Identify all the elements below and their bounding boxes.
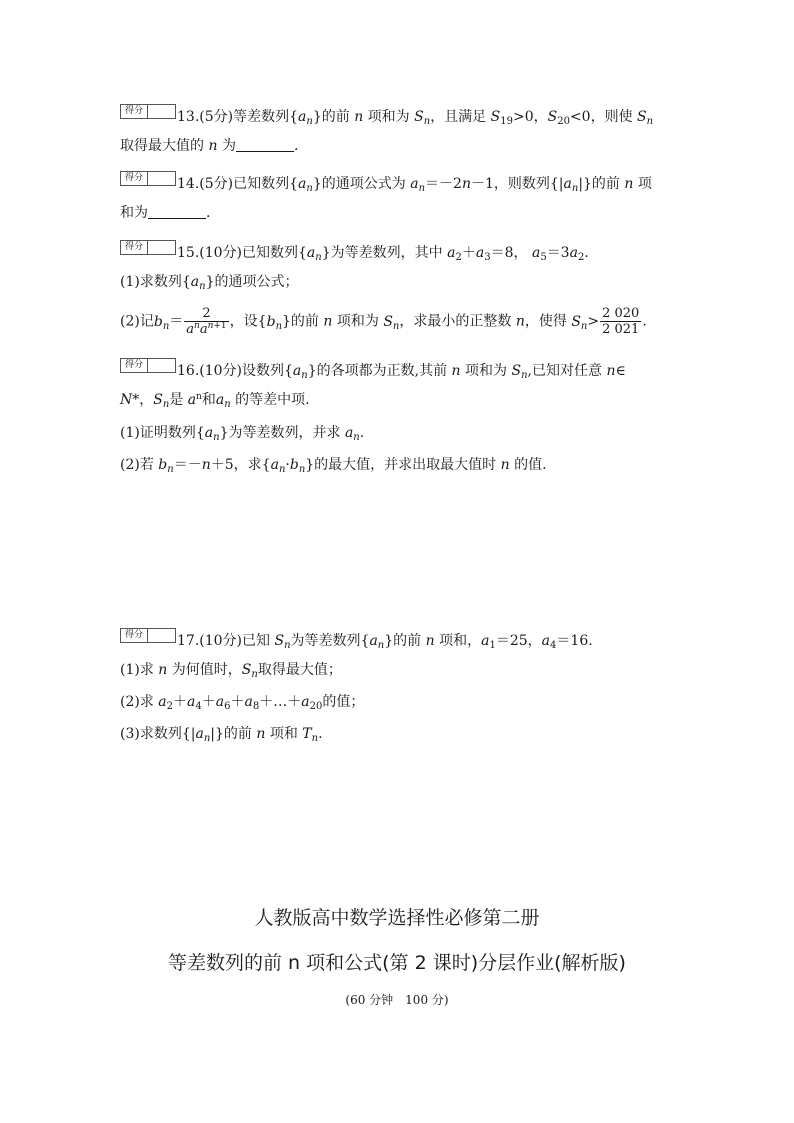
question-17-part-2: (2)求 $a_2+a_4+a_6+a_8+\dots+a_{20}$的值；	[120, 694, 365, 712]
time-score-info: (60 分钟 100 分)	[345, 993, 449, 1007]
question-14-line-1: 得分 14.(5分)已知数列$\{a_n\}$的通项公式为 $a_n=-2n-1$，则数列$\{|a_n|\}$的前 n 项	[120, 171, 652, 194]
question-13-line-1: 得分 13.(5分)等差数列$\{a_n\}$的前 n 项和为 $S_n$，且满足 $S_{19}>0$，$S_{20}<0$，则使 $S_n$	[120, 104, 653, 127]
score-box: 得分	[120, 240, 176, 255]
question-16-part-2: (2)若 $b_n=-n+5$，求$\{a_n\cdot b_n\}$的最大值，并求出取最大值时 n 的值.	[120, 457, 547, 475]
question-13-line-2: 取得最大值的 n 为 .	[120, 138, 299, 154]
question-16-line-2: N*，$S_n$是 $a^n$和$a_n$ 的等差中项.	[120, 392, 310, 410]
question-14-line-2: 和为 .	[120, 205, 211, 221]
fraction-bn: $\frac{2}{a^na^{n+1}}$	[186, 306, 227, 337]
answer-blank	[148, 204, 206, 219]
score-box: 得分	[120, 171, 176, 186]
question-17-part-3: (3)求数列$\{|a_n|\}$的前 n 项和 $T_n$.	[120, 726, 323, 744]
score-box: 得分	[120, 628, 176, 643]
question-16-part-1: (1)证明数列$\{a_n\}$为等差数列，并求 $a_n$.	[120, 425, 365, 443]
question-15-line-1: 得分 15.(10分)已知数列$\{a_n\}$为等差数列，其中 $a_2+a_3=8$， $a_5=3a_2$.	[120, 240, 589, 263]
fraction-2020-2021: $\frac{2 020}{2 021}$	[602, 306, 640, 337]
score-box: 得分	[120, 104, 176, 119]
question-17-part-1: (1)求 n 为何值时，$S_n$取得最大值；	[120, 662, 342, 680]
score-box: 得分	[120, 358, 176, 373]
question-15-part-1: (1)求数列$\{a_n\}$的通项公式；	[120, 274, 299, 292]
question-17-line-1: 得分 17.(10分)已知 $S_n$为等差数列$\{a_n\}$的前 n 项和，$a_1=25$，$a_4=16$.	[120, 628, 593, 651]
question-16-line-1: 得分 16.(10分)设数列$\{a_n\}$的各项都为正数,其前 n 项和为 $S_n$,已知对任意 n∈	[120, 358, 626, 381]
answer-blank	[236, 137, 294, 152]
document-title: 人教版高中数学选择性必修第二册	[254, 907, 540, 929]
document-subtitle: 等差数列的前 n 项和公式(第 2 课时)分层作业(解析版)	[168, 952, 626, 974]
question-15-part-2: (2)记$b_n=$ $\frac{2}{a^na^{n+1}}$ ，设$\{b_n\}$的前 n 项和为 $S_n$，求最小的正整数 n，使得 $S_n>$ $\frac{2 020}{2 021}$ .	[120, 306, 647, 337]
